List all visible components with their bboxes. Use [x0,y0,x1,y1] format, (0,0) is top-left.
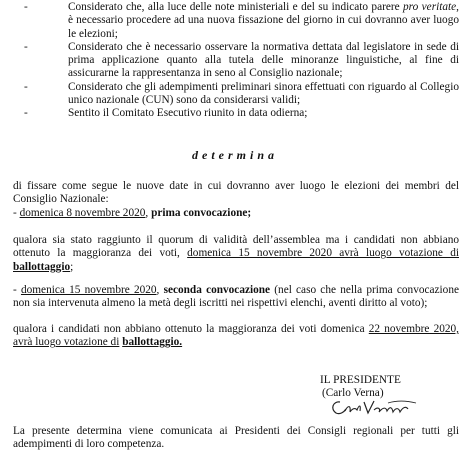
consideration-text: Considerato che è necessario osservare la normativa dettata dal legislatore in sede di prima applicazione quanto alla tutela delle minoranze linguistiche, al fine di assicurarne la rappresentanza in seno al Consiglio nazionale; [68,40,459,80]
ballot1-end: ; [70,260,74,273]
first-call-date: domenica 8 novembre 2020 [19,207,146,219]
ballot2-underlined: avrà luogo votazione di [13,336,120,349]
pro-veritate-text: pro veritate [403,1,457,13]
first-call-end: ; [247,207,252,219]
intro-text: di fissare come segue le nuove date in cui dovranno aver luogo le elezioni dei membri del Consiglio Nazionale: [13,180,459,206]
determina-heading: determina [192,148,278,162]
ballot1-ballottaggio: ballottaggio [13,260,71,273]
consideration-item [13,81,459,108]
bullet-dash: - [24,40,28,53]
first-call-sep: , [145,207,152,219]
bullet-dash: - [24,107,28,120]
second-call-paragraph [13,284,459,311]
second-call-label: seconda convocazione [163,284,271,296]
ballot1-underlined: domenica 15 novembre 2020 avrà luogo votazione di [187,247,459,260]
ballot2-pre: qualora i candidati non abbiano ottenuto la maggioranza dei voti domenica [13,323,369,335]
bullet-dash: - [24,80,28,93]
consideration-text: Considerato che, alla luce delle note ministeriali e del su indicato parere [68,1,404,13]
bullet-dash: - [24,1,28,13]
ballot2-date: 22 novembre 2020, [368,323,459,335]
considerations-list [13,1,459,121]
first-call-label: prima convocazione [151,207,248,219]
ballot1-pre: qualora sia stato raggiunto il quorum di validità dell’assemblea ma i candidati non abbiano ottenuto la maggioranza dei voti, [13,234,459,260]
first-call-line [13,207,459,220]
intro-paragraph [13,180,459,207]
ballot1-paragraph [13,234,459,274]
president-title: IL PRESIDENTE [320,374,401,386]
consideration-item [13,107,459,120]
consideration-text: Sentito il Comitato Esecutivo riunito in data odierna; [68,107,308,120]
second-call-rest: (nel caso che nella prima convocazione non sia intervenuta almeno la metà degli iscritti nei rispettivi elenchi, aventi diritto al voto); [13,284,459,310]
second-call-date: domenica 15 novembre 2020 [20,284,157,296]
second-call-dash: - [13,284,21,296]
president-name: (Carlo Verna) [322,387,384,400]
consideration-text-end: , è necessario procedere ad una nuova fissazione del giorno in cui dovranno aver luogo le elezioni; [68,1,459,40]
handwritten-signature-icon [328,397,418,419]
ballot2-ballottaggio: ballottaggio. [122,336,183,349]
ballot2-paragraph [13,323,459,350]
second-call-sep: , [156,284,164,296]
first-call-dash: - [13,207,20,219]
closing-paragraph [13,425,459,452]
consideration-item [13,1,459,41]
consideration-item [13,41,459,81]
consideration-text: Considerato che gli adempimenti preliminari sinora effettuati con riguardo al Collegio unico nazionale (CUN) sono da considerarsi validi; [68,80,459,107]
closing-text: La presente determina viene comunicata ai Presidenti dei Consigli regionali per tutti gli adempimenti di loro competenza. [13,425,459,451]
